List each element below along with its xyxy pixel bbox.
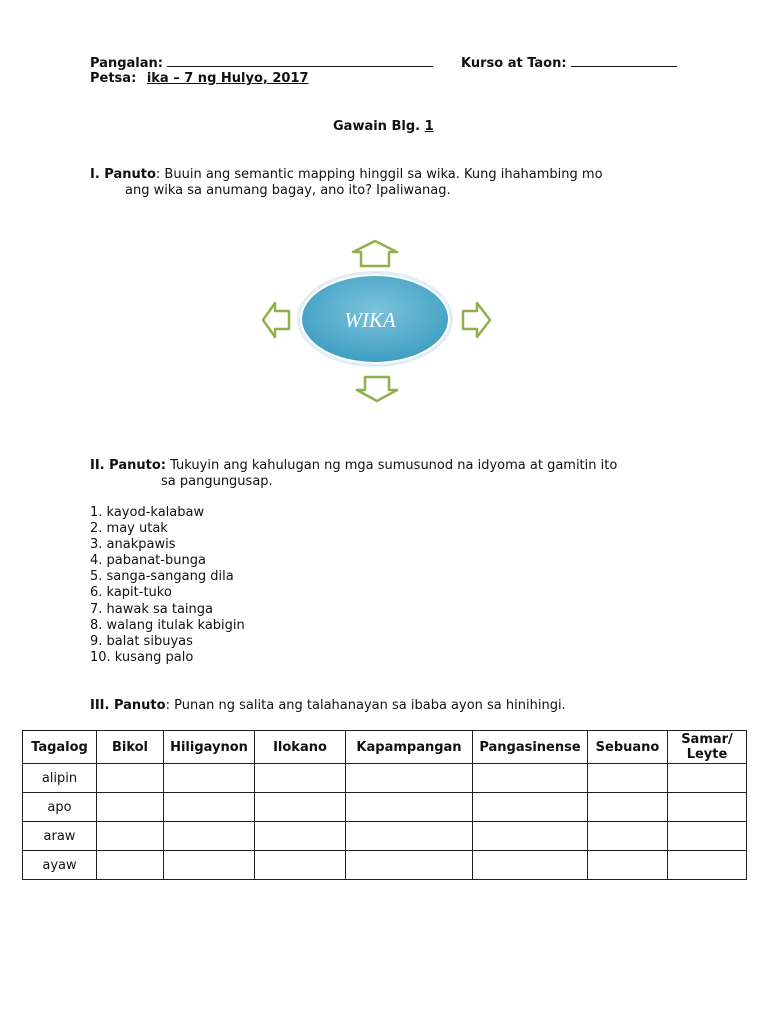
table-cell[interactable] [97,851,164,880]
table-cell-tagalog: apo [23,793,97,822]
list-item: 7. hawak sa tainga [90,601,214,617]
list-item: 10. kusang palo [90,649,194,665]
table-cell[interactable] [588,793,668,822]
table-cell[interactable] [255,851,346,880]
list-item: 2. may utak [90,521,168,537]
name-row [90,55,433,71]
table-cell[interactable] [346,793,473,822]
column-header: Ilokano [255,731,346,764]
table-cell-tagalog: araw [23,822,97,851]
list-item: 6. kapit-tuko [90,585,172,601]
part1-instruction [90,167,690,199]
table-cell[interactable] [473,851,588,880]
part1-text-line2: ang wika sa anumang bagay, ano ito? Ipaliwanag. [125,183,451,198]
table-cell[interactable] [588,764,668,793]
idiom-list [90,505,390,666]
part2-text-line1: Tukuyin ang kahulugan ng mga sumusunod na idyoma at gamitin ito [170,458,618,473]
table-cell[interactable] [164,822,255,851]
table-cell[interactable] [97,822,164,851]
table-cell[interactable] [588,822,668,851]
table-row [23,822,747,851]
page-title [333,119,434,134]
table-cell[interactable] [668,764,747,793]
table-row [23,851,747,880]
column-header: Tagalog [23,731,97,764]
arrow-up-icon [353,241,397,266]
part3-instruction [90,698,710,714]
course-row [461,55,677,71]
part3-text: : Punan ng salita ang talahanayan sa ibaba ayon sa hinihingi. [165,698,566,713]
table-cell[interactable] [473,793,588,822]
table-cell[interactable] [668,822,747,851]
table-cell-tagalog: ayaw [23,851,97,880]
part2-instruction [90,458,700,490]
course-field[interactable] [571,55,677,67]
arrow-left-icon [263,303,289,337]
part1-text-line1: : Buuin ang semantic mapping hinggil sa wika. Kung ihahambing mo [155,167,603,182]
table-cell[interactable] [473,764,588,793]
table-cell[interactable] [588,851,668,880]
list-item: 8. walang itulak kabigin [90,617,245,633]
table-row [23,764,747,793]
column-header: Bikol [97,731,164,764]
table-cell[interactable] [164,851,255,880]
list-item: 1. kayod-kalabaw [90,505,205,520]
name-label: Pangalan: [90,56,163,71]
semantic-map-diagram [255,238,495,408]
center-label: WIKA [344,308,396,332]
column-header: Kapampangan [346,731,473,764]
table-cell-tagalog: alipin [23,764,97,793]
course-label: Kurso at Taon: [461,56,567,71]
part2-label: II. Panuto: [90,458,166,473]
column-header: Sebuano [588,731,668,764]
part3-label: III. Panuto [90,698,166,713]
table-cell[interactable] [255,764,346,793]
table-cell[interactable] [164,764,255,793]
table-header-row [23,731,747,764]
part2-text-line2: sa pangungusap. [161,474,273,489]
list-item: 4. pabanat-bunga [90,553,206,569]
column-header: Pangasinense [473,731,588,764]
table-cell[interactable] [346,851,473,880]
table-cell[interactable] [346,822,473,851]
date-label: Petsa: [90,71,137,86]
table-cell[interactable] [255,822,346,851]
arrow-down-icon [357,377,397,401]
table-cell[interactable] [668,793,747,822]
table-cell[interactable] [97,793,164,822]
table-row [23,793,747,822]
date-row [90,71,309,86]
list-item: 3. anakpawis [90,537,176,553]
date-value: ika – 7 ng Hulyo, 2017 [146,71,309,86]
list-item: 9. balat sibuyas [90,633,193,649]
translation-table [22,730,747,880]
arrow-right-icon [463,303,490,337]
title-number: 1 [424,119,434,134]
column-header: Samar/ Leyte [668,731,747,764]
list-item: 5. sanga-sangang dila [90,569,234,585]
table-cell[interactable] [164,793,255,822]
name-field[interactable] [167,55,433,67]
table-cell[interactable] [97,764,164,793]
table-cell[interactable] [668,851,747,880]
part1-label: I. Panuto [90,167,156,182]
title-label: Gawain Blg. [333,119,421,134]
table-cell[interactable] [346,764,473,793]
table-cell[interactable] [255,793,346,822]
table-cell[interactable] [473,822,588,851]
column-header: Hiligaynon [164,731,255,764]
